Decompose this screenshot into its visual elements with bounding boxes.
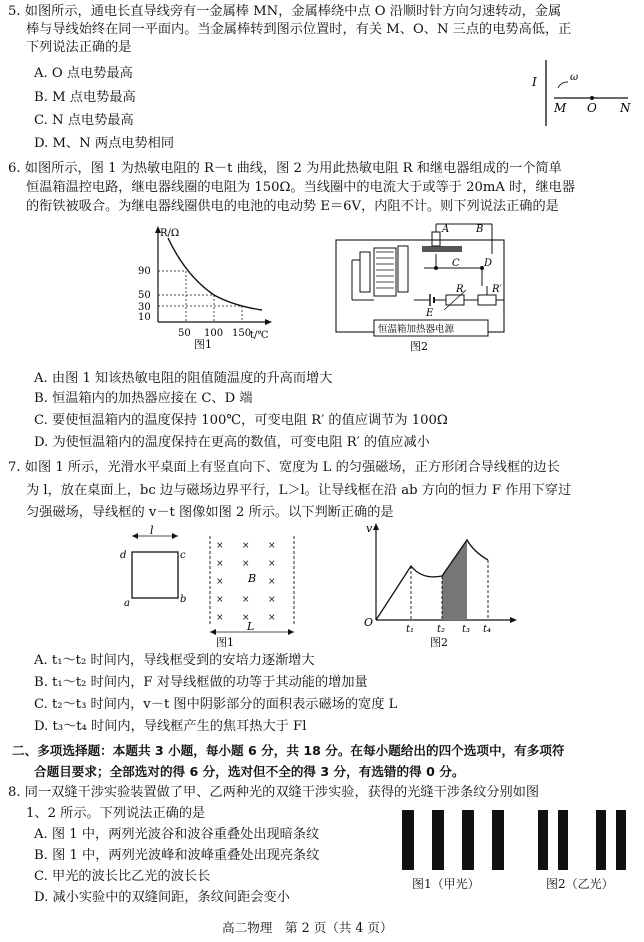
svg-text:×: × <box>216 559 224 569</box>
q5-option-a: A. O 点电势最高 <box>34 66 133 81</box>
page-footer: 高二物理 第 2 页（共 4 页） <box>222 920 393 935</box>
q6-stem-line-2: 恒温箱温控电路，继电器线圈的电阻为 150Ω。当线圈中的电流大于或等于 20mA 时，继电器 <box>26 180 576 195</box>
q7-fig1-corner-c: c <box>180 550 186 561</box>
q6-fig2-heater-label: 恒温箱加热器电源 <box>378 324 455 335</box>
q5-figure <box>520 58 640 128</box>
q6-fig1-ytick-50: 50 <box>138 290 151 301</box>
svg-text:×: × <box>216 613 224 623</box>
q6-fig1-ytick-30: 30 <box>138 302 151 313</box>
svg-text:×: × <box>216 577 224 587</box>
q6-fig2-circuit <box>332 220 516 352</box>
q7-stem-line-3: 匀强磁场，导线框的 v－t 图像如图 2 所示。以下判断正确的是 <box>26 505 394 520</box>
svg-text:×: × <box>242 595 250 605</box>
svg-text:×: × <box>268 613 276 623</box>
q7-option-c: C. t₂～t₃ 时间内，v－t 图中阴影部分的面积表示磁场的宽度 L <box>34 697 398 712</box>
q8-option-b: B. 图 1 中，两列光波峰和波峰重叠处出现亮条纹 <box>34 848 320 863</box>
q6-fig1-caption: 图1 <box>194 338 212 351</box>
q8-option-d: D. 减小实验中的双缝间距，条纹间距会变小 <box>34 890 290 905</box>
q7-fig2-tick-t1: t₁ <box>406 624 415 635</box>
q8-option-c: C. 甲光的波长比乙光的波长长 <box>34 869 211 884</box>
q8-fringe-pattern-1 <box>400 810 508 872</box>
section2-header-line-2: 合题目要求；全部选对的得 6 分，选对但不全的得 3 分，有选错的得 0 分。 <box>34 764 465 779</box>
q5-stem-line-3: 下列说法正确的是 <box>26 40 132 55</box>
svg-text:×: × <box>268 595 276 605</box>
q6-fig1-ytick-10: 10 <box>138 312 151 323</box>
svg-text:×: × <box>216 595 224 605</box>
q6-fig1-graph <box>138 226 276 351</box>
q6-option-d: D. 为使恒温箱内的温度保持在更高的数值，可变电阻 R′ 的值应减小 <box>34 435 430 450</box>
q6-fig1-xtick-50: 50 <box>178 328 191 339</box>
q8-fig2-caption: 图2（乙光） <box>546 877 614 891</box>
q6-fig2-label-a: A <box>442 224 450 235</box>
q7-fig2 <box>362 522 522 648</box>
q5-current-label: I <box>532 75 537 89</box>
q7-fig1-caption: 图1 <box>216 636 234 649</box>
q6-fig2-caption: 图2 <box>410 340 428 353</box>
q6-fig1-xtick-150: 150 <box>232 328 252 339</box>
q7-stem-line-2: 为 l，放在桌面上，bc 边与磁场边界平行，L＞l。让导线框在沿 ab 方向的恒力 F 作用下穿过 <box>26 483 572 498</box>
q7-fig2-vlabel: v <box>366 522 373 535</box>
q5-option-d: D. M、N 两点电势相同 <box>34 136 175 151</box>
q6-stem-line-3: 的衔铁被吸合。为继电器线圈供电的电池的电动势 E＝6V，内阻不计。则下列说法正确的是 <box>26 199 559 214</box>
q5-option-c: C. N 点电势最高 <box>34 113 134 128</box>
q7-fig1-field-label: B <box>248 572 257 585</box>
q6-fig1-xlabel: t/℃ <box>250 330 269 341</box>
q6-option-c: C. 要使恒温箱内的温度保持 100℃，可变电阻 R′ 的值应调节为 100Ω <box>34 413 448 428</box>
q6-fig2-label-b: B <box>476 224 484 235</box>
q5-stem-line-1: 5. 如图所示，通电长直导线旁有一金属棒 MN，金属棒绕中点 O 沿顺时针方向匀速转动，金属 <box>8 4 562 19</box>
q6-fig2-label-e: E <box>426 308 434 319</box>
q8-stem-line-1: 8. 同一双缝干涉实验装置做了甲、乙两种光的双缝干涉实验，获得的光缝干涉条纹分别如图 <box>8 785 540 800</box>
q6-fig1-xtick-100: 100 <box>204 328 224 339</box>
q8-fringe-pattern-2 <box>536 810 638 872</box>
q7-option-a: A. t₁～t₂ 时间内，导线框受到的安培力逐渐增大 <box>34 653 315 668</box>
q7-stem-line-1: 7. 如图 1 所示，光滑水平桌面上有竖直向下、宽度为 L 的匀强磁场，正方形闭合导线框的边长 <box>8 460 560 475</box>
svg-text:×: × <box>242 559 250 569</box>
q6-fig1-ylabel: R/Ω <box>160 228 180 239</box>
q7-fig1-width-label: L <box>247 620 255 633</box>
svg-text:×: × <box>268 577 276 587</box>
svg-text:×: × <box>268 541 276 551</box>
q7-fig2-tick-t3: t₃ <box>462 624 471 635</box>
q6-fig2-label-c: C <box>452 258 460 269</box>
svg-text:×: × <box>242 613 250 623</box>
q7-fig1 <box>118 524 308 649</box>
q5-stem-line-2: 棒与导线始终在同一平面内。当金属棒转到图示位置时，有关 M、O、N 三点的电势高低，正 <box>26 22 572 37</box>
svg-text:×: × <box>268 559 276 569</box>
q7-fig1-corner-d: d <box>120 550 127 561</box>
q5-option-b: B. M 点电势最高 <box>34 90 136 105</box>
q7-fig2-tick-t2: t₂ <box>437 624 446 635</box>
q7-option-b: B. t₁～t₂ 时间内，F 对导线框做的功等于其动能的增加量 <box>34 675 368 690</box>
q8-fig1-caption: 图1（甲光） <box>412 877 480 891</box>
svg-text:×: × <box>242 541 250 551</box>
q7-option-d: D. t₃～t₄ 时间内，导线框产生的焦耳热大于 Fl <box>34 719 307 734</box>
q7-fig1-corner-a: a <box>124 598 130 609</box>
q6-stem-line-1: 6. 如图所示，图 1 为热敏电阻的 R－t 曲线，图 2 为用此热敏电阻 R 和继电器组成的一个简单 <box>8 161 562 176</box>
q7-fig1-corner-b: b <box>180 594 187 605</box>
q6-option-b: B. 恒温箱内的加热器应接在 C、D 端 <box>34 391 253 406</box>
svg-text:×: × <box>216 541 224 551</box>
q6-fig2-label-r-prime: R′ <box>492 284 502 295</box>
q7-fig2-tick-t4: t₄ <box>483 624 492 635</box>
q5-omega-label: ω <box>570 72 579 83</box>
q8-stem-line-2: 1、2 所示。下列说法正确的是 <box>26 806 206 821</box>
section2-header-line-1: 二、多项选择题：本题共 3 小题，每小题 6 分，共 18 分。在每小题给出的四个选项中，有多项符 <box>12 743 565 758</box>
q5-point-o: O <box>587 101 597 115</box>
q7-fig1-side-label: l <box>150 524 154 537</box>
q7-fig2-caption: 图2 <box>430 636 448 649</box>
q5-point-n: N <box>620 101 631 115</box>
q5-point-m: M <box>554 101 567 115</box>
q6-fig2-label-r: R <box>456 284 464 295</box>
q8-option-a: A. 图 1 中，两列光波谷和波谷重叠处出现暗条纹 <box>34 827 320 842</box>
q6-fig1-ytick-90: 90 <box>138 266 151 277</box>
q7-fig2-origin: O <box>364 616 374 629</box>
q6-option-a: A. 由图 1 知该热敏电阻的阻值随温度的升高而增大 <box>34 371 333 386</box>
q6-fig2-label-d: D <box>484 258 493 269</box>
